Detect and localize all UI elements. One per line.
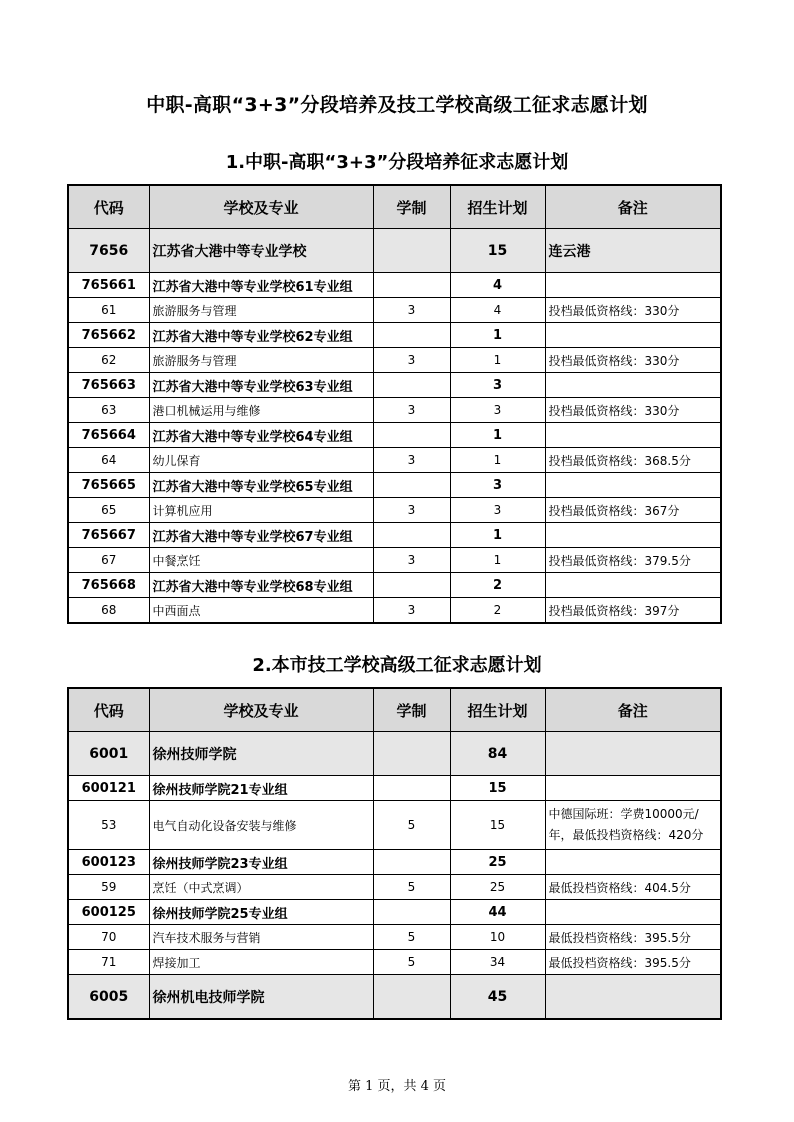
cell-note	[545, 323, 721, 348]
cell-code: 59	[68, 875, 149, 900]
cell-note: 投档最低资格线：330分	[545, 398, 721, 423]
cell-code: 6001	[68, 732, 149, 776]
cell-code: 70	[68, 925, 149, 950]
cell-length: 3	[373, 448, 450, 473]
cell-length	[373, 323, 450, 348]
group-row	[68, 900, 721, 925]
cell-plan: 1	[450, 548, 545, 573]
cell-plan: 2	[450, 573, 545, 598]
cell-school-major: 江苏省大港中等专业学校62专业组	[149, 323, 373, 348]
cell-length	[373, 573, 450, 598]
cell-code: 71	[68, 950, 149, 975]
cell-code: 67	[68, 548, 149, 573]
cell-school-major: 徐州技师学院23专业组	[149, 850, 373, 875]
major-row	[68, 448, 721, 473]
cell-length: 3	[373, 348, 450, 373]
cell-code: 65	[68, 498, 149, 523]
cell-length: 3	[373, 398, 450, 423]
cell-plan: 45	[450, 975, 545, 1020]
cell-length: 3	[373, 298, 450, 323]
cell-note	[545, 776, 721, 801]
cell-school-major: 江苏省大港中等专业学校61专业组	[149, 273, 373, 298]
cell-length: 3	[373, 548, 450, 573]
cell-note: 最低投档资格线：404.5分	[545, 875, 721, 900]
group-row	[68, 373, 721, 398]
cell-plan: 1	[450, 448, 545, 473]
major-row	[68, 348, 721, 373]
major-row	[68, 498, 721, 523]
cell-length	[373, 850, 450, 875]
section-2-title: 2.本市技工学校高级工征求志愿计划	[252, 655, 542, 676]
cell-code: 765668	[68, 573, 149, 598]
cell-school-major: 港口机械运用与维修	[149, 398, 373, 423]
cell-school-major: 徐州技师学院	[149, 732, 373, 776]
cell-plan: 1	[450, 423, 545, 448]
group-row	[68, 273, 721, 298]
cell-plan: 84	[450, 732, 545, 776]
cell-code: 7656	[68, 229, 149, 273]
cell-plan: 3	[450, 373, 545, 398]
section-1-title: 1.中职-高职“3+3”分段培养征求志愿计划	[225, 152, 569, 173]
cell-length	[373, 900, 450, 925]
major-row	[68, 598, 721, 624]
school-row	[68, 975, 721, 1020]
major-row	[68, 875, 721, 900]
cell-length: 5	[373, 801, 450, 850]
cell-note: 投档最低资格线：397分	[545, 598, 721, 624]
school-row	[68, 229, 721, 273]
cell-note	[545, 732, 721, 776]
cell-note: 投档最低资格线：379.5分	[545, 548, 721, 573]
cell-note	[545, 850, 721, 875]
cell-code: 62	[68, 348, 149, 373]
cell-length	[373, 732, 450, 776]
group-row	[68, 323, 721, 348]
cell-code: 765667	[68, 523, 149, 548]
cell-school-major: 电气自动化设备安装与维修	[149, 801, 373, 850]
school-row	[68, 732, 721, 776]
cell-plan: 15	[450, 229, 545, 273]
cell-code: 53	[68, 801, 149, 850]
cell-school-major: 江苏省大港中等专业学校67专业组	[149, 523, 373, 548]
cell-school-major: 江苏省大港中等专业学校63专业组	[149, 373, 373, 398]
cell-code: 63	[68, 398, 149, 423]
cell-code: 765662	[68, 323, 149, 348]
cell-length	[373, 273, 450, 298]
group-row	[68, 423, 721, 448]
cell-plan: 4	[450, 273, 545, 298]
cell-plan: 3	[450, 498, 545, 523]
major-row	[68, 801, 721, 850]
cell-note	[545, 273, 721, 298]
cell-plan: 4	[450, 298, 545, 323]
cell-code: 6005	[68, 975, 149, 1020]
document-title: 中职-高职“3+3”分段培养及技工学校高级工征求志愿计划	[146, 94, 648, 116]
header-note: 备注	[545, 185, 721, 229]
cell-code: 765663	[68, 373, 149, 398]
cell-length: 3	[373, 598, 450, 624]
cell-note	[545, 373, 721, 398]
cell-note: 最低投档资格线：395.5分	[545, 950, 721, 975]
cell-plan: 15	[450, 801, 545, 850]
cell-school-major: 江苏省大港中等专业学校64专业组	[149, 423, 373, 448]
cell-note	[545, 523, 721, 548]
cell-code: 68	[68, 598, 149, 624]
cell-code: 600123	[68, 850, 149, 875]
cell-school-major: 江苏省大港中等专业学校68专业组	[149, 573, 373, 598]
cell-plan: 44	[450, 900, 545, 925]
plan-table-2	[67, 687, 722, 1020]
cell-plan: 3	[450, 398, 545, 423]
cell-length: 5	[373, 925, 450, 950]
cell-school-major: 焊接加工	[149, 950, 373, 975]
group-row	[68, 523, 721, 548]
cell-code: 600125	[68, 900, 149, 925]
cell-school-major: 徐州技师学院21专业组	[149, 776, 373, 801]
cell-plan: 34	[450, 950, 545, 975]
group-row	[68, 850, 721, 875]
cell-plan: 25	[450, 875, 545, 900]
header-school-major: 学校及专业	[149, 688, 373, 732]
cell-code: 765664	[68, 423, 149, 448]
cell-plan: 10	[450, 925, 545, 950]
cell-note: 连云港	[545, 229, 721, 273]
cell-length	[373, 776, 450, 801]
cell-school-major: 徐州技师学院25专业组	[149, 900, 373, 925]
cell-school-major: 烹饪（中式烹调）	[149, 875, 373, 900]
cell-plan: 1	[450, 323, 545, 348]
cell-length: 5	[373, 950, 450, 975]
cell-plan: 3	[450, 473, 545, 498]
cell-code: 765661	[68, 273, 149, 298]
cell-plan: 1	[450, 523, 545, 548]
header-school-major: 学校及专业	[149, 185, 373, 229]
header-code: 代码	[68, 185, 149, 229]
cell-school-major: 徐州机电技师学院	[149, 975, 373, 1020]
major-row	[68, 950, 721, 975]
header-plan: 招生计划	[450, 185, 545, 229]
cell-length	[373, 373, 450, 398]
major-row	[68, 925, 721, 950]
cell-code: 765665	[68, 473, 149, 498]
cell-length	[373, 523, 450, 548]
cell-school-major: 计算机应用	[149, 498, 373, 523]
cell-length	[373, 975, 450, 1020]
cell-length: 3	[373, 498, 450, 523]
cell-length	[373, 473, 450, 498]
header-plan: 招生计划	[450, 688, 545, 732]
major-row	[68, 298, 721, 323]
cell-school-major: 汽车技术服务与营销	[149, 925, 373, 950]
page-footer: 第 1 页，共 4 页	[347, 1079, 447, 1094]
cell-school-major: 中餐烹饪	[149, 548, 373, 573]
cell-note	[545, 975, 721, 1020]
cell-note	[545, 423, 721, 448]
cell-length	[373, 229, 450, 273]
group-row	[68, 573, 721, 598]
cell-note: 投档最低资格线：330分	[545, 298, 721, 323]
cell-school-major: 江苏省大港中等专业学校65专业组	[149, 473, 373, 498]
cell-note: 投档最低资格线：330分	[545, 348, 721, 373]
cell-plan: 15	[450, 776, 545, 801]
header-length: 学制	[373, 688, 450, 732]
major-row	[68, 398, 721, 423]
cell-plan: 1	[450, 348, 545, 373]
header-code: 代码	[68, 688, 149, 732]
cell-plan: 2	[450, 598, 545, 624]
table-header-row	[68, 688, 721, 732]
cell-note	[545, 473, 721, 498]
cell-school-major: 旅游服务与管理	[149, 298, 373, 323]
cell-school-major: 旅游服务与管理	[149, 348, 373, 373]
cell-school-major: 江苏省大港中等专业学校	[149, 229, 373, 273]
header-note: 备注	[545, 688, 721, 732]
cell-length	[373, 423, 450, 448]
major-row	[68, 548, 721, 573]
cell-note: 最低投档资格线：395.5分	[545, 925, 721, 950]
cell-note	[545, 573, 721, 598]
cell-length: 5	[373, 875, 450, 900]
cell-school-major: 中西面点	[149, 598, 373, 624]
cell-code: 64	[68, 448, 149, 473]
cell-plan: 25	[450, 850, 545, 875]
cell-note: 中德国际班：学费10000元/年，最低投档资格线：420分	[545, 801, 721, 850]
group-row	[68, 776, 721, 801]
group-row	[68, 473, 721, 498]
cell-code: 61	[68, 298, 149, 323]
plan-table-1	[67, 184, 722, 624]
table-header-row	[68, 185, 721, 229]
cell-note: 投档最低资格线：368.5分	[545, 448, 721, 473]
cell-note: 投档最低资格线：367分	[545, 498, 721, 523]
header-length: 学制	[373, 185, 450, 229]
cell-school-major: 幼儿保育	[149, 448, 373, 473]
cell-note	[545, 900, 721, 925]
cell-code: 600121	[68, 776, 149, 801]
